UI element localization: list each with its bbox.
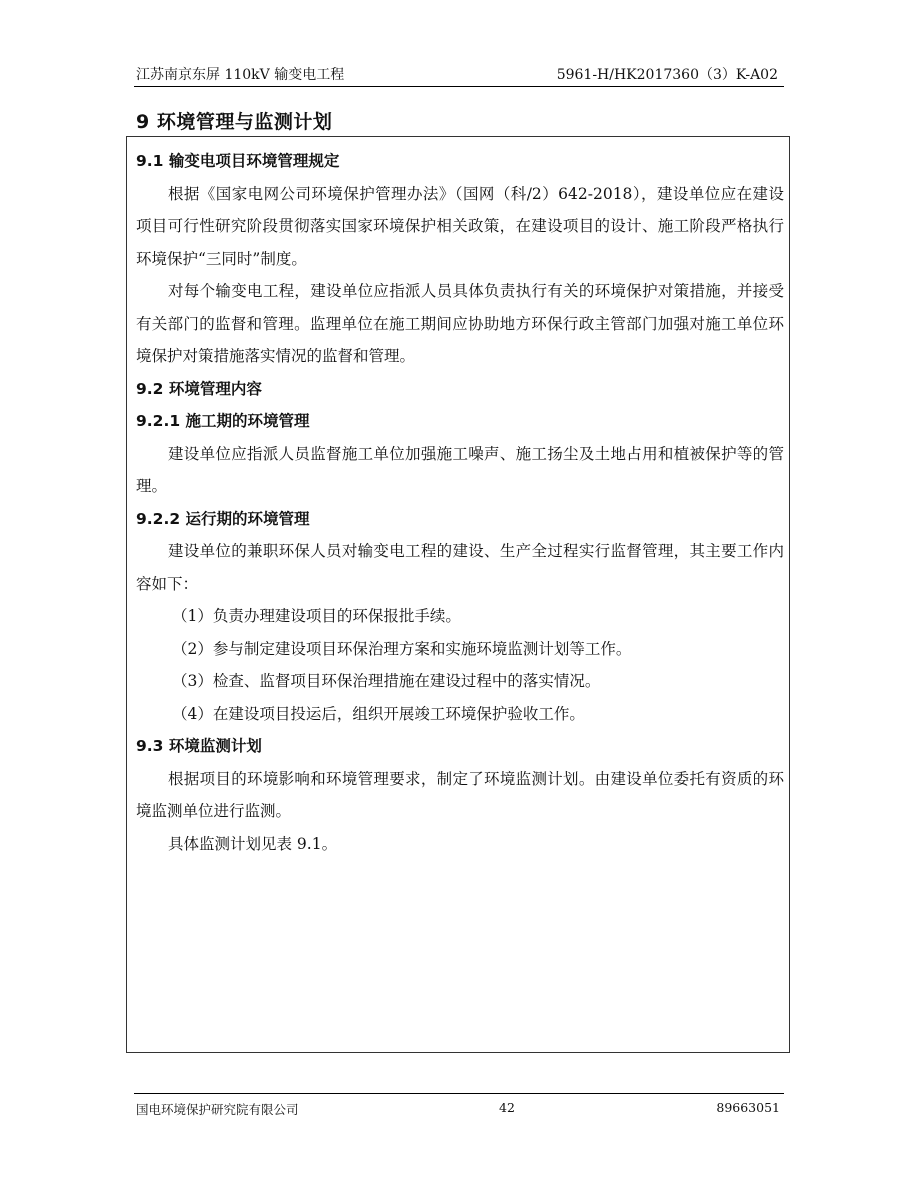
list-item: （2）参与制定建设项目环保治理方案和实施环境监测计划等工作。 [172, 639, 632, 658]
section-9-3-paragraph-2: 具体监测计划见表 9.1。 [168, 834, 338, 853]
content-box [126, 136, 790, 1053]
section-9-2-heading: 9.2 环境管理内容 [136, 379, 262, 398]
section-9-1-paragraph-2: 对每个输变电工程，建设单位应指派人员具体负责执行有关的环境保护对策措施，并接受有关部门的监督和管理。监理单位在施工期间应协助地方环保行政主管部门加强对施工单位环境保护对策措施落实情况的监督和管理。 [136, 282, 784, 365]
section-9-3-heading: 9.3 环境监测计划 [136, 737, 262, 755]
section-9-1-paragraph-1: 根据《国家电网公司环境保护管理办法》（国网（科/2）642-2018），建设单位应在建设项目可行性研究阶段贯彻落实国家环境保护相关政策，在建设项目的设计、施工阶段严格执行环境保护“三同时”制度。 [136, 184, 784, 268]
page-number: 42 [499, 1100, 515, 1115]
section-9-2-1-heading: 9.2.1 施工期的环境管理 [136, 412, 310, 430]
list-item: （3）检查、监督项目环保治理措施在建设过程中的落实情况。 [172, 672, 601, 690]
footer-phone: 89663051 [716, 1100, 780, 1115]
list-item: （4）在建设项目投运后，组织开展竣工环境保护验收工作。 [172, 704, 585, 723]
page-header [134, 60, 784, 87]
header-project-title: 江苏南京东屏 110kV 输变电工程 [136, 67, 345, 83]
section-9-1-heading: 9.1 输变电项目环境管理规定 [136, 152, 340, 170]
list-item: （1）负责办理建设项目的环保报批手续。 [172, 607, 461, 625]
section-9-2-1-paragraph: 建设单位应指派人员监督施工单位加强施工噪声、施工扬尘及土地占用和植被保护等的管理。 [136, 444, 784, 495]
footer-organization: 国电环境保护研究院有限公司 [136, 1102, 299, 1117]
section-9-2-2-paragraph: 建设单位的兼职环保人员对输变电工程的建设、生产全过程实行监督管理，其主要工作内容如下： [136, 542, 784, 593]
section-9-3-paragraph-1: 根据项目的环境影响和环境管理要求，制定了环境监测计划。由建设单位委托有资质的环境监测单位进行监测。 [136, 769, 784, 820]
page-footer [134, 1093, 784, 1120]
chapter-title: 9 环境管理与监测计划 [136, 111, 333, 133]
header-document-code: 5961-H/HK2017360（3）K-A02 [556, 67, 778, 83]
section-9-2-2-heading: 9.2.2 运行期的环境管理 [136, 509, 310, 528]
content-body [136, 145, 784, 860]
